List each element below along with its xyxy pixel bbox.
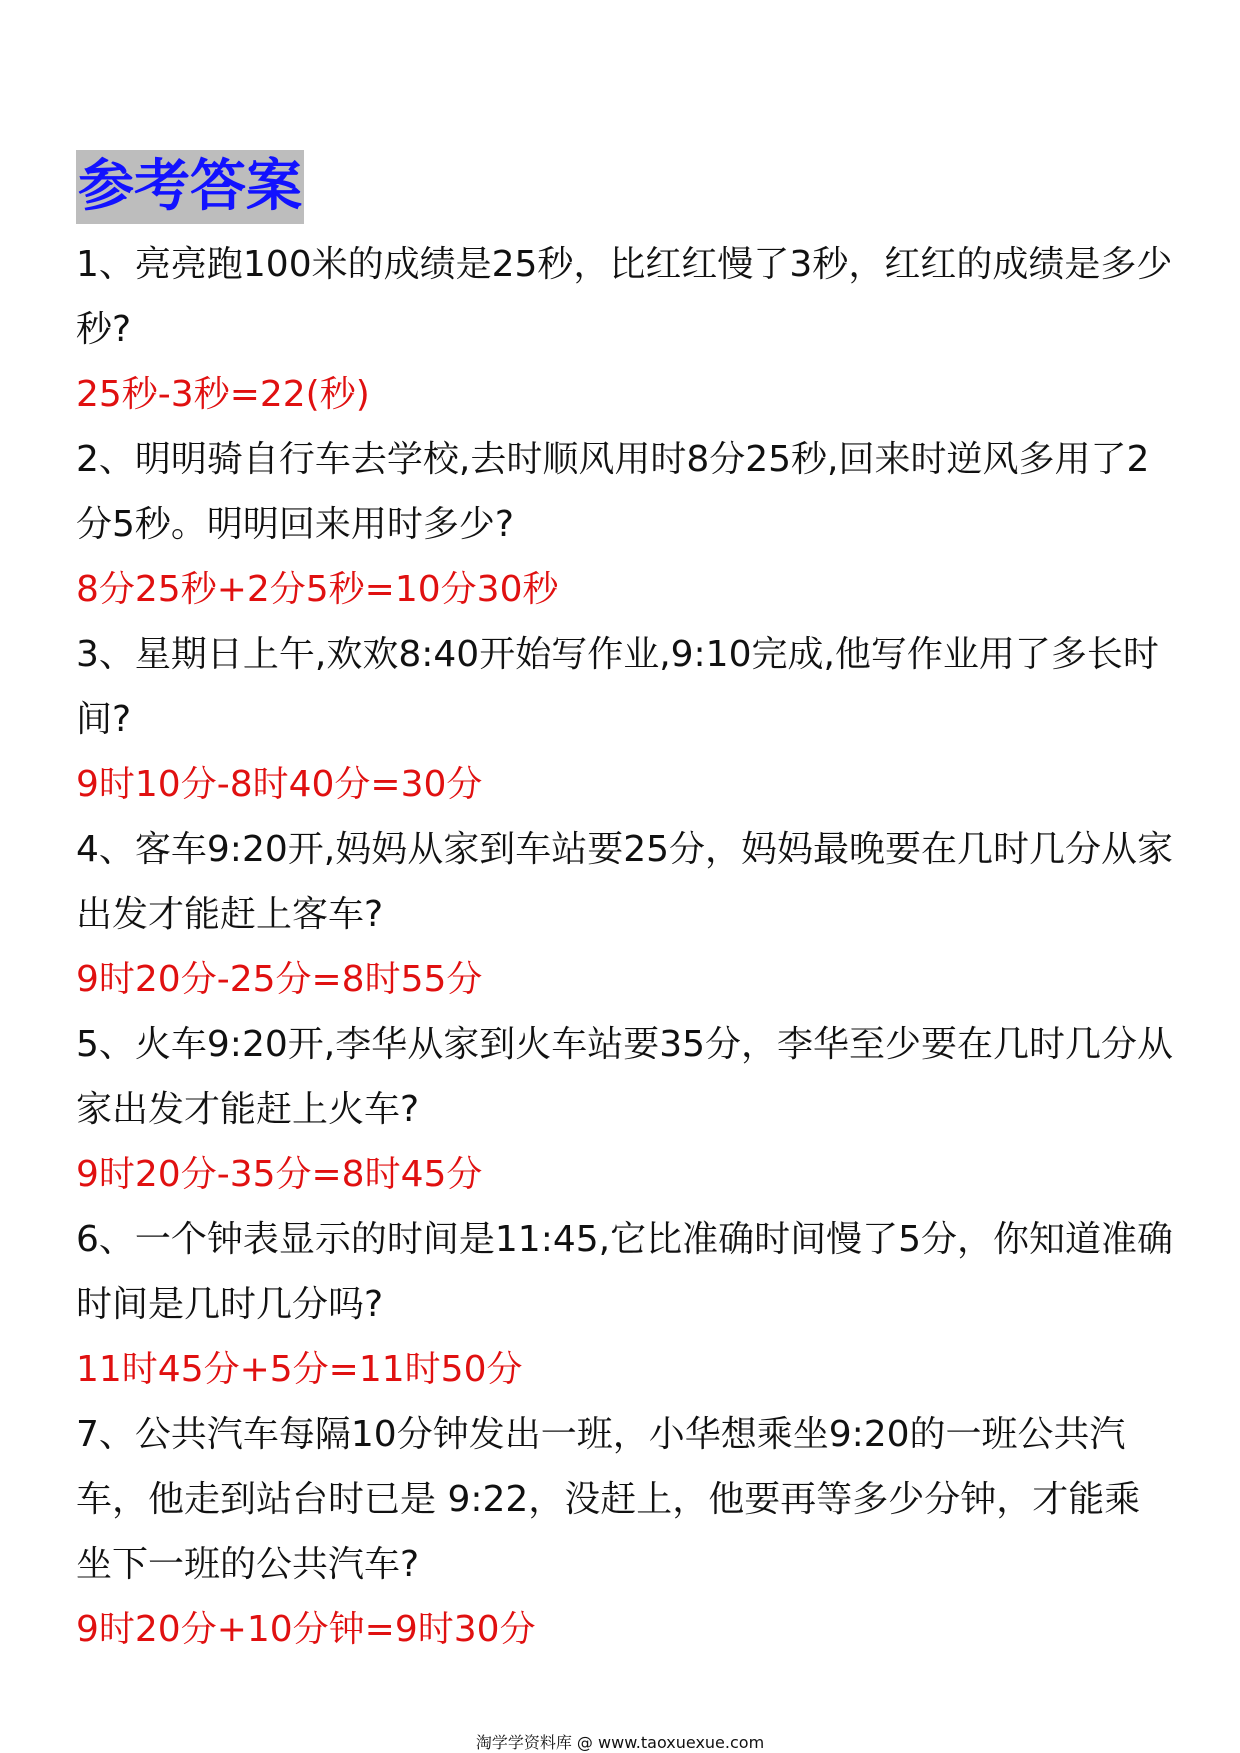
answer-text: 9时10分-8时40分=30分 xyxy=(76,764,483,805)
answer-page xyxy=(76,150,1176,1662)
qa-item-5 xyxy=(76,1012,1176,1207)
answer-text: 25秒-3秒=22(秒) xyxy=(76,374,370,415)
question-text: 6、一个钟表显示的时间是11:45,它比准确时间慢了5分，你知道准确时间是几时几分吗? xyxy=(76,1219,1173,1325)
answer-text: 9时20分+10分钟=9时30分 xyxy=(76,1609,536,1650)
qa-item-4 xyxy=(76,817,1176,1012)
qa-item-2 xyxy=(76,427,1176,622)
qa-item-7 xyxy=(76,1402,1176,1662)
question-text: 5、火车9:20开,李华从家到火车站要35分，李华至少要在几时几分从家出发才能赶上火车? xyxy=(76,1024,1173,1130)
answer-text: 9时20分-25分=8时55分 xyxy=(76,959,483,1000)
qa-item-6 xyxy=(76,1207,1176,1402)
question-text: 1、亮亮跑100米的成绩是25秒，比红红慢了3秒，红红的成绩是多少秒? xyxy=(76,244,1173,350)
question-text: 4、客车9:20开,妈妈从家到车站要25分，妈妈最晚要在几时几分从家出发才能赶上客车? xyxy=(76,829,1173,935)
qa-item-3 xyxy=(76,622,1176,817)
answer-text: 9时20分-35分=8时45分 xyxy=(76,1154,483,1195)
qa-item-1 xyxy=(76,232,1176,427)
footer-watermark: 淘学学资料库 @ www.taoxuexue.com xyxy=(475,1733,765,1752)
question-text: 7、公共汽车每隔10分钟发出一班，小华想乘坐9:20的一班公共汽车，他走到站台时已是 9:22，没赶上，他要再等多少分钟，才能乘坐下一班的公共汽车? xyxy=(76,1414,1141,1585)
question-text: 3、星期日上午,欢欢8:40开始写作业,9:10完成,他写作业用了多长时间? xyxy=(76,634,1159,740)
question-text: 2、明明骑自行车去学校,去时顺风用时8分25秒,回来时逆风多用了2分5秒。明明回来用时多少? xyxy=(76,439,1150,545)
answer-text: 11时45分+5分=11时50分 xyxy=(76,1349,523,1390)
answer-text: 8分25秒+2分5秒=10分30秒 xyxy=(76,569,559,610)
page-title: 参考答案 xyxy=(76,150,304,224)
